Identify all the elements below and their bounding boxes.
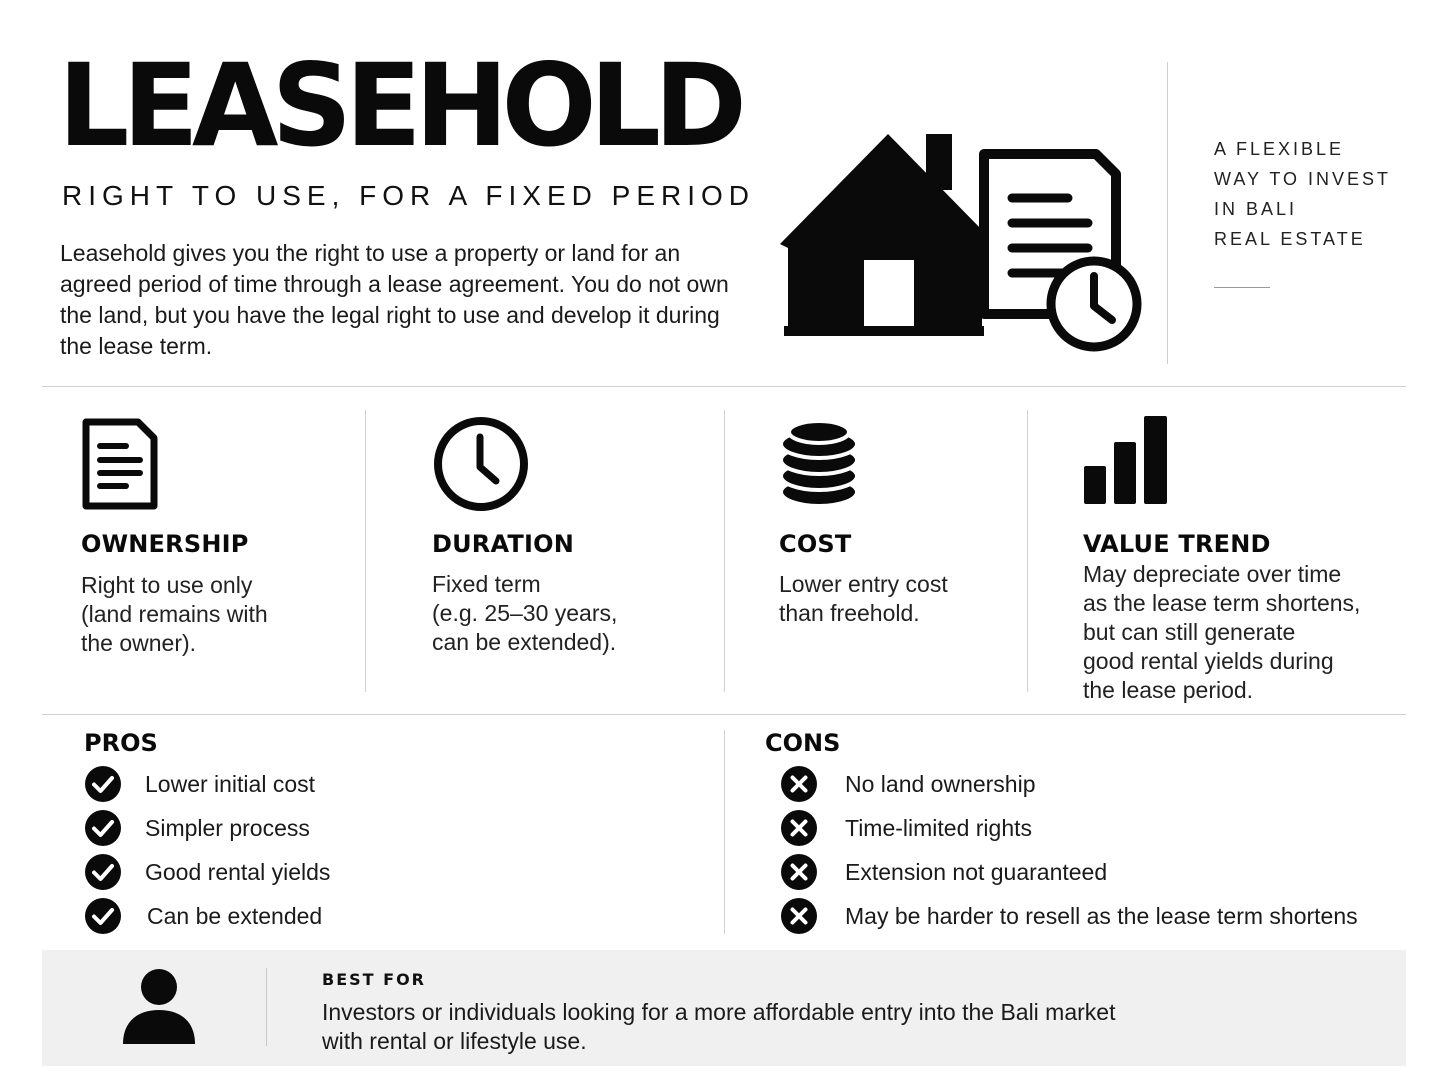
feature-line: Lower entry cost bbox=[779, 571, 948, 597]
feature-line: good rental yields during bbox=[1083, 648, 1334, 674]
feature-title-duration: DURATION bbox=[432, 530, 574, 558]
pros-list bbox=[84, 765, 330, 935]
pros-item-text: Lower initial cost bbox=[145, 770, 316, 797]
feature-title-cost: COST bbox=[779, 530, 852, 558]
feature-line: Fixed term bbox=[432, 571, 541, 597]
feature-line: Right to use only bbox=[81, 572, 253, 598]
best-for-text bbox=[322, 998, 1222, 1056]
feature-line: as the lease term shortens, bbox=[1083, 590, 1361, 616]
feature-title-value-trend: VALUE TREND bbox=[1083, 530, 1271, 558]
tagline-line: REAL ESTATE bbox=[1214, 229, 1366, 249]
tagline-line: A FLEXIBLE bbox=[1214, 139, 1345, 159]
best-for-line: Investors or individuals looking for a more affordable entry into the Bali market bbox=[322, 999, 1116, 1025]
feature-line: the owner). bbox=[81, 630, 197, 656]
pros-item bbox=[84, 765, 330, 803]
pros-item-text: Can be extended bbox=[147, 902, 323, 929]
x-circle-icon bbox=[780, 853, 818, 891]
section-divider bbox=[42, 714, 1406, 715]
pros-item bbox=[84, 853, 330, 891]
section-divider bbox=[42, 386, 1406, 387]
feature-text-cost bbox=[779, 570, 948, 628]
cons-list bbox=[780, 765, 1358, 935]
column-divider bbox=[365, 410, 366, 692]
page-subtitle: RIGHT TO USE, FOR A FIXED PERIOD bbox=[62, 180, 755, 211]
cons-item-text: No land ownership bbox=[845, 770, 1036, 797]
best-for-line: with rental or lifestyle use. bbox=[322, 1028, 587, 1054]
tagline-line: WAY TO INVEST bbox=[1214, 169, 1392, 189]
best-for-divider bbox=[266, 968, 267, 1046]
person-icon bbox=[122, 968, 196, 1046]
clock-icon bbox=[432, 415, 530, 513]
feature-title-ownership: OWNERSHIP bbox=[81, 530, 249, 558]
column-divider bbox=[724, 410, 725, 692]
pros-item bbox=[84, 897, 330, 935]
x-circle-icon bbox=[780, 765, 818, 803]
cons-item bbox=[780, 765, 1358, 803]
cons-item-text: Extension not guaranteed bbox=[845, 858, 1108, 885]
feature-text-value-trend bbox=[1083, 560, 1360, 705]
check-circle-icon bbox=[84, 853, 122, 891]
cons-title: CONS bbox=[765, 729, 841, 757]
document-icon bbox=[82, 418, 158, 510]
feature-line: May depreciate over time bbox=[1083, 561, 1342, 587]
check-circle-icon bbox=[84, 897, 122, 935]
tagline-line: IN BALI bbox=[1214, 199, 1298, 219]
header-divider bbox=[1167, 62, 1168, 364]
cons-item bbox=[780, 853, 1358, 891]
page-title: LEASEHOLD bbox=[58, 39, 741, 173]
check-circle-icon bbox=[84, 809, 122, 847]
tagline-rule bbox=[1214, 287, 1270, 288]
feature-text-ownership bbox=[81, 571, 268, 658]
tagline bbox=[1214, 134, 1391, 254]
intro-paragraph: Leasehold gives you the right to use a property or land for an agreed period of time through a lease agreement. You do not own the land, but you have the legal right to use and develop it during the lease term. bbox=[60, 240, 729, 359]
column-divider bbox=[724, 730, 725, 934]
x-circle-icon bbox=[780, 897, 818, 935]
check-circle-icon bbox=[84, 765, 122, 803]
house-document-clock-icon bbox=[776, 126, 1148, 356]
cons-item bbox=[780, 809, 1358, 847]
pros-item-text: Simpler process bbox=[145, 814, 310, 841]
feature-text-duration bbox=[432, 570, 617, 657]
best-for-label: BEST FOR bbox=[322, 970, 426, 989]
cons-item-text: May be harder to resell as the lease term shortens bbox=[845, 902, 1358, 929]
cons-item-text: Time-limited rights bbox=[845, 814, 1033, 841]
cons-item bbox=[780, 897, 1358, 935]
feature-line: (land remains with bbox=[81, 601, 268, 627]
feature-line: than freehold. bbox=[779, 600, 920, 626]
x-circle-icon bbox=[780, 809, 818, 847]
bar-chart-icon bbox=[1083, 414, 1169, 506]
pros-item-text: Good rental yields bbox=[145, 858, 331, 885]
coins-icon bbox=[778, 418, 860, 512]
feature-line: can be extended). bbox=[432, 629, 617, 655]
feature-line: (e.g. 25–30 years, bbox=[432, 600, 618, 626]
feature-line: but can still generate bbox=[1083, 619, 1296, 645]
feature-line: the lease period. bbox=[1083, 677, 1254, 703]
column-divider bbox=[1027, 410, 1028, 692]
pros-title: PROS bbox=[84, 729, 158, 757]
pros-item bbox=[84, 809, 330, 847]
